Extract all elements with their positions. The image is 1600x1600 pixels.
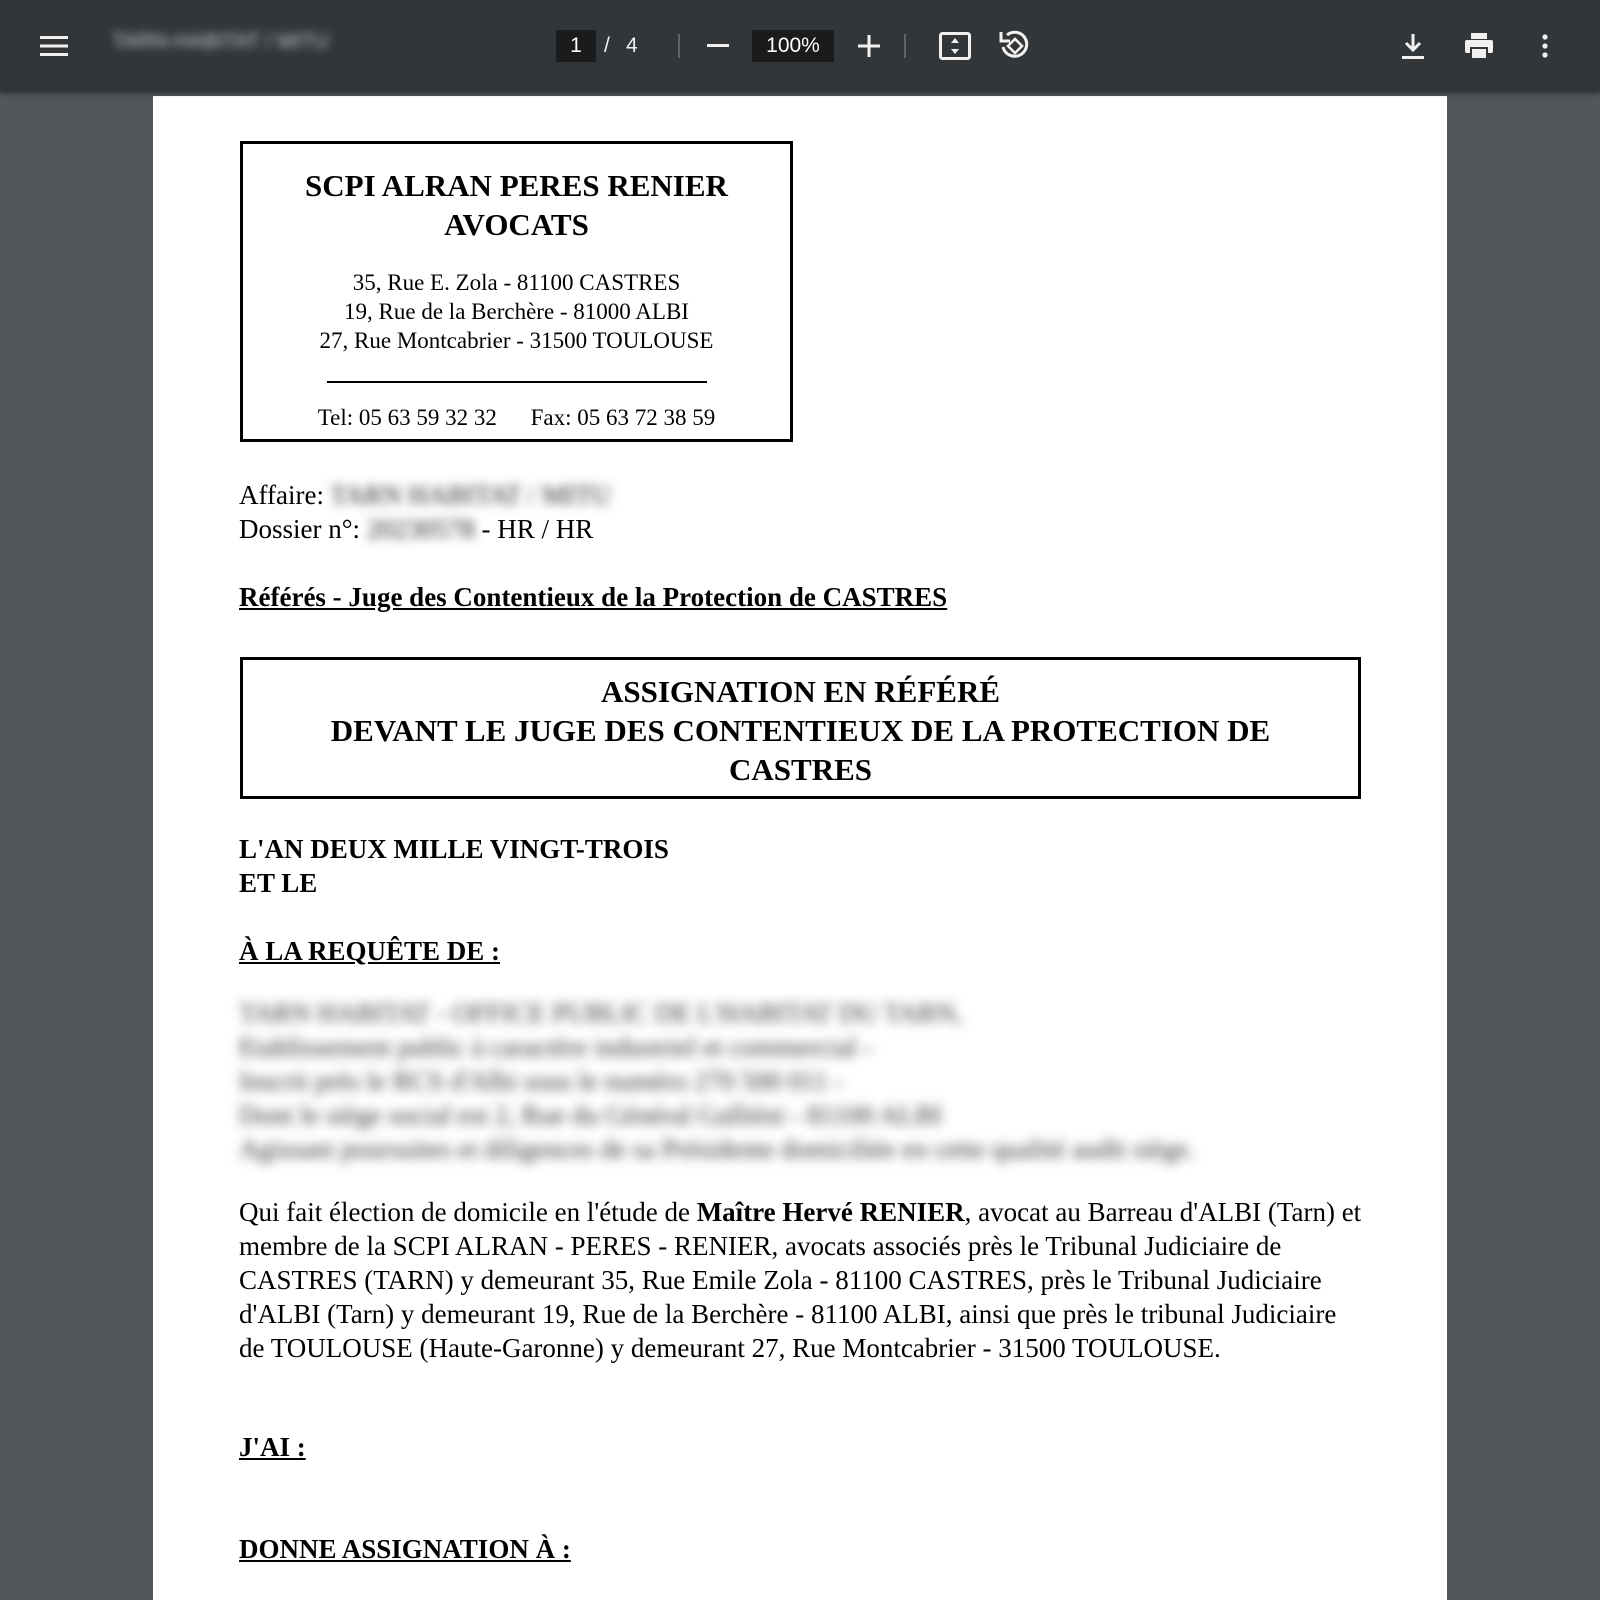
page-separator: / xyxy=(604,34,610,57)
affaire-value: TARN HABITAT / MITU xyxy=(330,480,612,510)
firm-name: SCPI ALRAN PERES RENIER AVOCATS xyxy=(305,168,728,242)
zoom-in-icon[interactable] xyxy=(851,28,887,64)
dossier-line: Dossier n°: 20230578 - HR / HR xyxy=(239,514,594,544)
pdf-page xyxy=(153,96,1447,1600)
pdf-toolbar xyxy=(0,0,1600,92)
toolbar-divider xyxy=(904,34,906,58)
firm-fax: Fax: 05 63 72 38 59 xyxy=(530,405,716,430)
election-domicile-paragraph: Qui fait élection de domicile en l'étude de Maître Hervé RENIER, avocat au Barreau d'ALBI (Tarn) et membre de la SCPI ALRAN - PERES - RENIER, avocats associés près le Tribunal Judiciaire de CASTRES (TARN) y demeurant 35, Rue Emile Zola - 81100 CASTRES, près le Tribunal Judiciaire d'ALBI (Tarn) y demeurant 19, Rue de la Berchère - 81100 ALBI, ainsi que près le tribunal Judiciaire de TOULOUSE (Haute-Garonne) y demeurant 27, Rue Montcabrier - 31500 TOULOUSE. xyxy=(239,1197,1362,1363)
date-line-1: L'AN DEUX MILLE VINGT-TROIS xyxy=(239,834,669,864)
document-title: TARN-HABITAT / MITU xyxy=(112,30,329,53)
fit-page-icon[interactable] xyxy=(937,28,973,64)
letterhead-rule xyxy=(327,381,707,383)
affaire-line: Affaire: TARN HABITAT / MITU xyxy=(239,480,612,510)
firm-letterhead xyxy=(240,141,793,442)
firm-contact xyxy=(243,405,790,431)
zoom-out-icon[interactable] xyxy=(700,28,736,64)
document-title-box: ASSIGNATION EN RÉFÉRÉ DEVANT LE JUGE DES CONTENTIEUX DE LA PROTECTION DE CASTRES xyxy=(240,657,1361,799)
firm-tel: Tel: 05 63 59 32 32 xyxy=(317,405,497,430)
requete-heading: À LA REQUÊTE DE : xyxy=(239,936,501,966)
zoom-input[interactable]: 100% xyxy=(752,30,834,62)
more-icon[interactable] xyxy=(1527,28,1563,64)
jai-heading: J'AI : xyxy=(239,1432,306,1462)
print-icon[interactable] xyxy=(1461,28,1497,64)
toolbar-divider xyxy=(678,34,680,58)
page-number-input[interactable]: 1 xyxy=(556,30,596,62)
rotate-icon[interactable] xyxy=(995,26,1033,64)
assignation-heading: DONNE ASSIGNATION À : xyxy=(239,1534,571,1564)
date-line-2: ET LE xyxy=(239,868,318,898)
requester-details: TARN HABITAT - OFFICE PUBLIC DE L'HABITAT DU TARN, Etablissement public à caractère industriel et commercial - Inscrit près le RCS d'Albi sous le numéro 270 500 011 - Dont le siège social est 2, Rue du Général Galliéni - 81100 ALBI Agissant poursuites et diligences de sa Présidente domiciliée en cette qualité audit siège. xyxy=(239,998,1195,1164)
firm-addresses: 35, Rue E. Zola - 81100 CASTRES 19, Rue de la Berchère - 81000 ALBI 27, Rue Montcabrier - 31500 TOULOUSE xyxy=(319,270,714,353)
download-icon[interactable] xyxy=(1395,28,1431,64)
dossier-value: 20230578 xyxy=(366,514,475,544)
court-heading: Référés - Juge des Contentieux de la Protection de CASTRES xyxy=(239,582,948,612)
page-total: 4 xyxy=(626,34,638,57)
menu-icon[interactable] xyxy=(36,28,72,64)
